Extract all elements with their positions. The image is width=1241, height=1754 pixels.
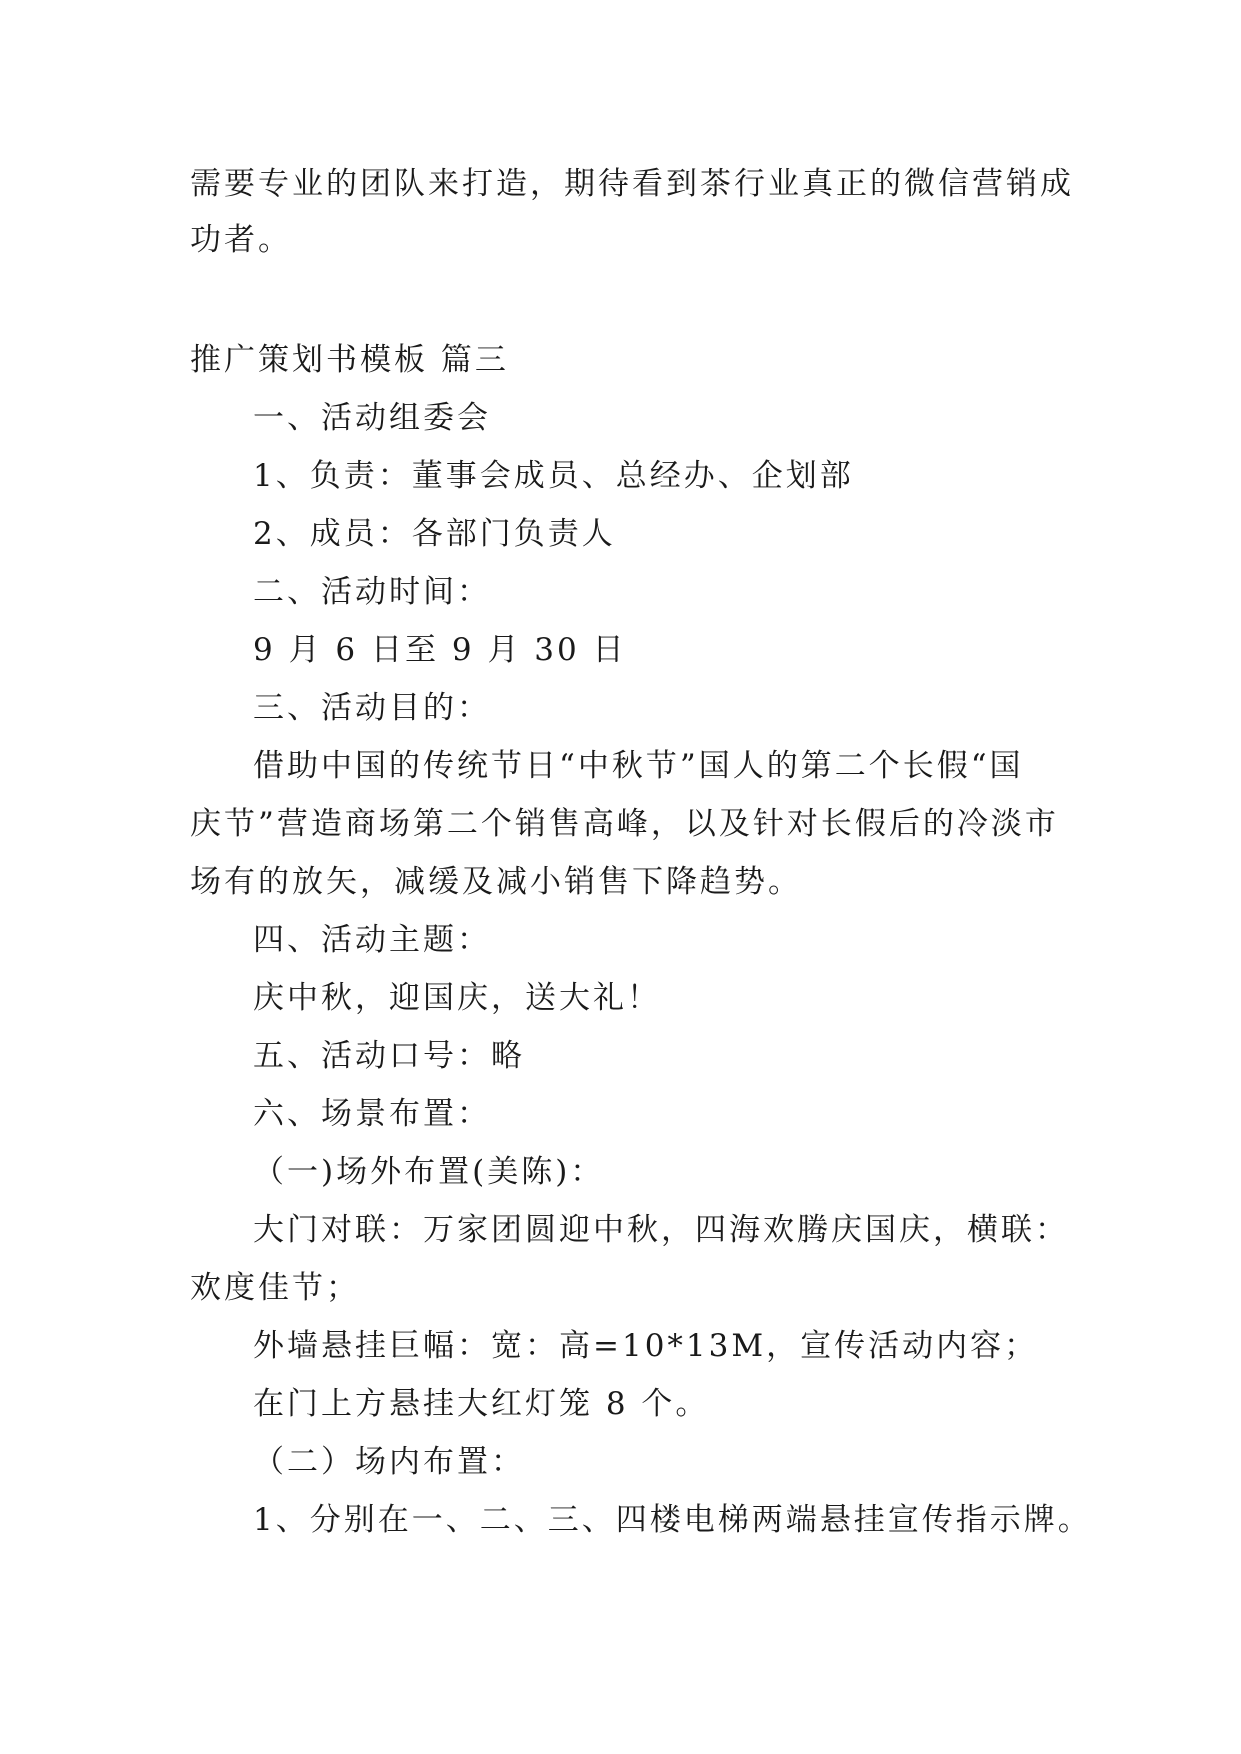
outdoor-line-2: 欢度佳节； [190,1270,360,1306]
committee-item-1: 1、负责：董事会成员、总经办、企划部 [253,458,854,494]
intro-paragraph-line-1: 需要专业的团队来打造，期待看到茶行业真正的微信营销成 [190,166,1074,202]
purpose-line-1: 借助中国的传统节日“中秋节”国人的第二个长假“国 [253,748,1024,784]
outdoor-line-3: 外墙悬挂巨幅：宽：高=10*13M，宣传活动内容； [253,1328,1039,1364]
heading-activity-time: 二、活动时间： [253,574,491,610]
outdoor-line-4: 在门上方悬挂大红灯笼 8 个。 [253,1386,710,1422]
outdoor-line-1: 大门对联：万家团圆迎中秋，四海欢腾庆国庆，横联： [253,1212,1069,1248]
heading-organizing-committee: 一、活动组委会 [253,400,491,436]
heading-activity-slogan: 五、活动口号：略 [253,1038,525,1074]
committee-item-2: 2、成员：各部门负责人 [253,516,616,552]
heading-activity-purpose: 三、活动目的： [253,690,491,726]
heading-activity-theme: 四、活动主题： [253,922,491,958]
intro-paragraph-line-2: 功者。 [190,222,292,258]
subheading-indoor-layout: （二）场内布置： [253,1444,525,1480]
activity-time-value: 9 月 6 日至 9 月 30 日 [253,632,627,668]
section-title: 推广策划书模板 篇三 [190,342,509,378]
indoor-line-1: 1、分别在一、二、三、四楼电梯两端悬挂宣传指示牌。 [253,1502,1092,1538]
purpose-line-2: 庆节”营造商场第二个销售高峰，以及针对长假后的冷淡市 [190,806,1059,842]
purpose-line-3: 场有的放矢，减缓及减小销售下降趋势。 [190,864,802,900]
subheading-outdoor-layout: （一)场外布置(美陈)： [253,1154,605,1190]
activity-theme-value: 庆中秋，迎国庆，送大礼！ [253,980,661,1016]
heading-scene-layout: 六、场景布置： [253,1096,491,1132]
